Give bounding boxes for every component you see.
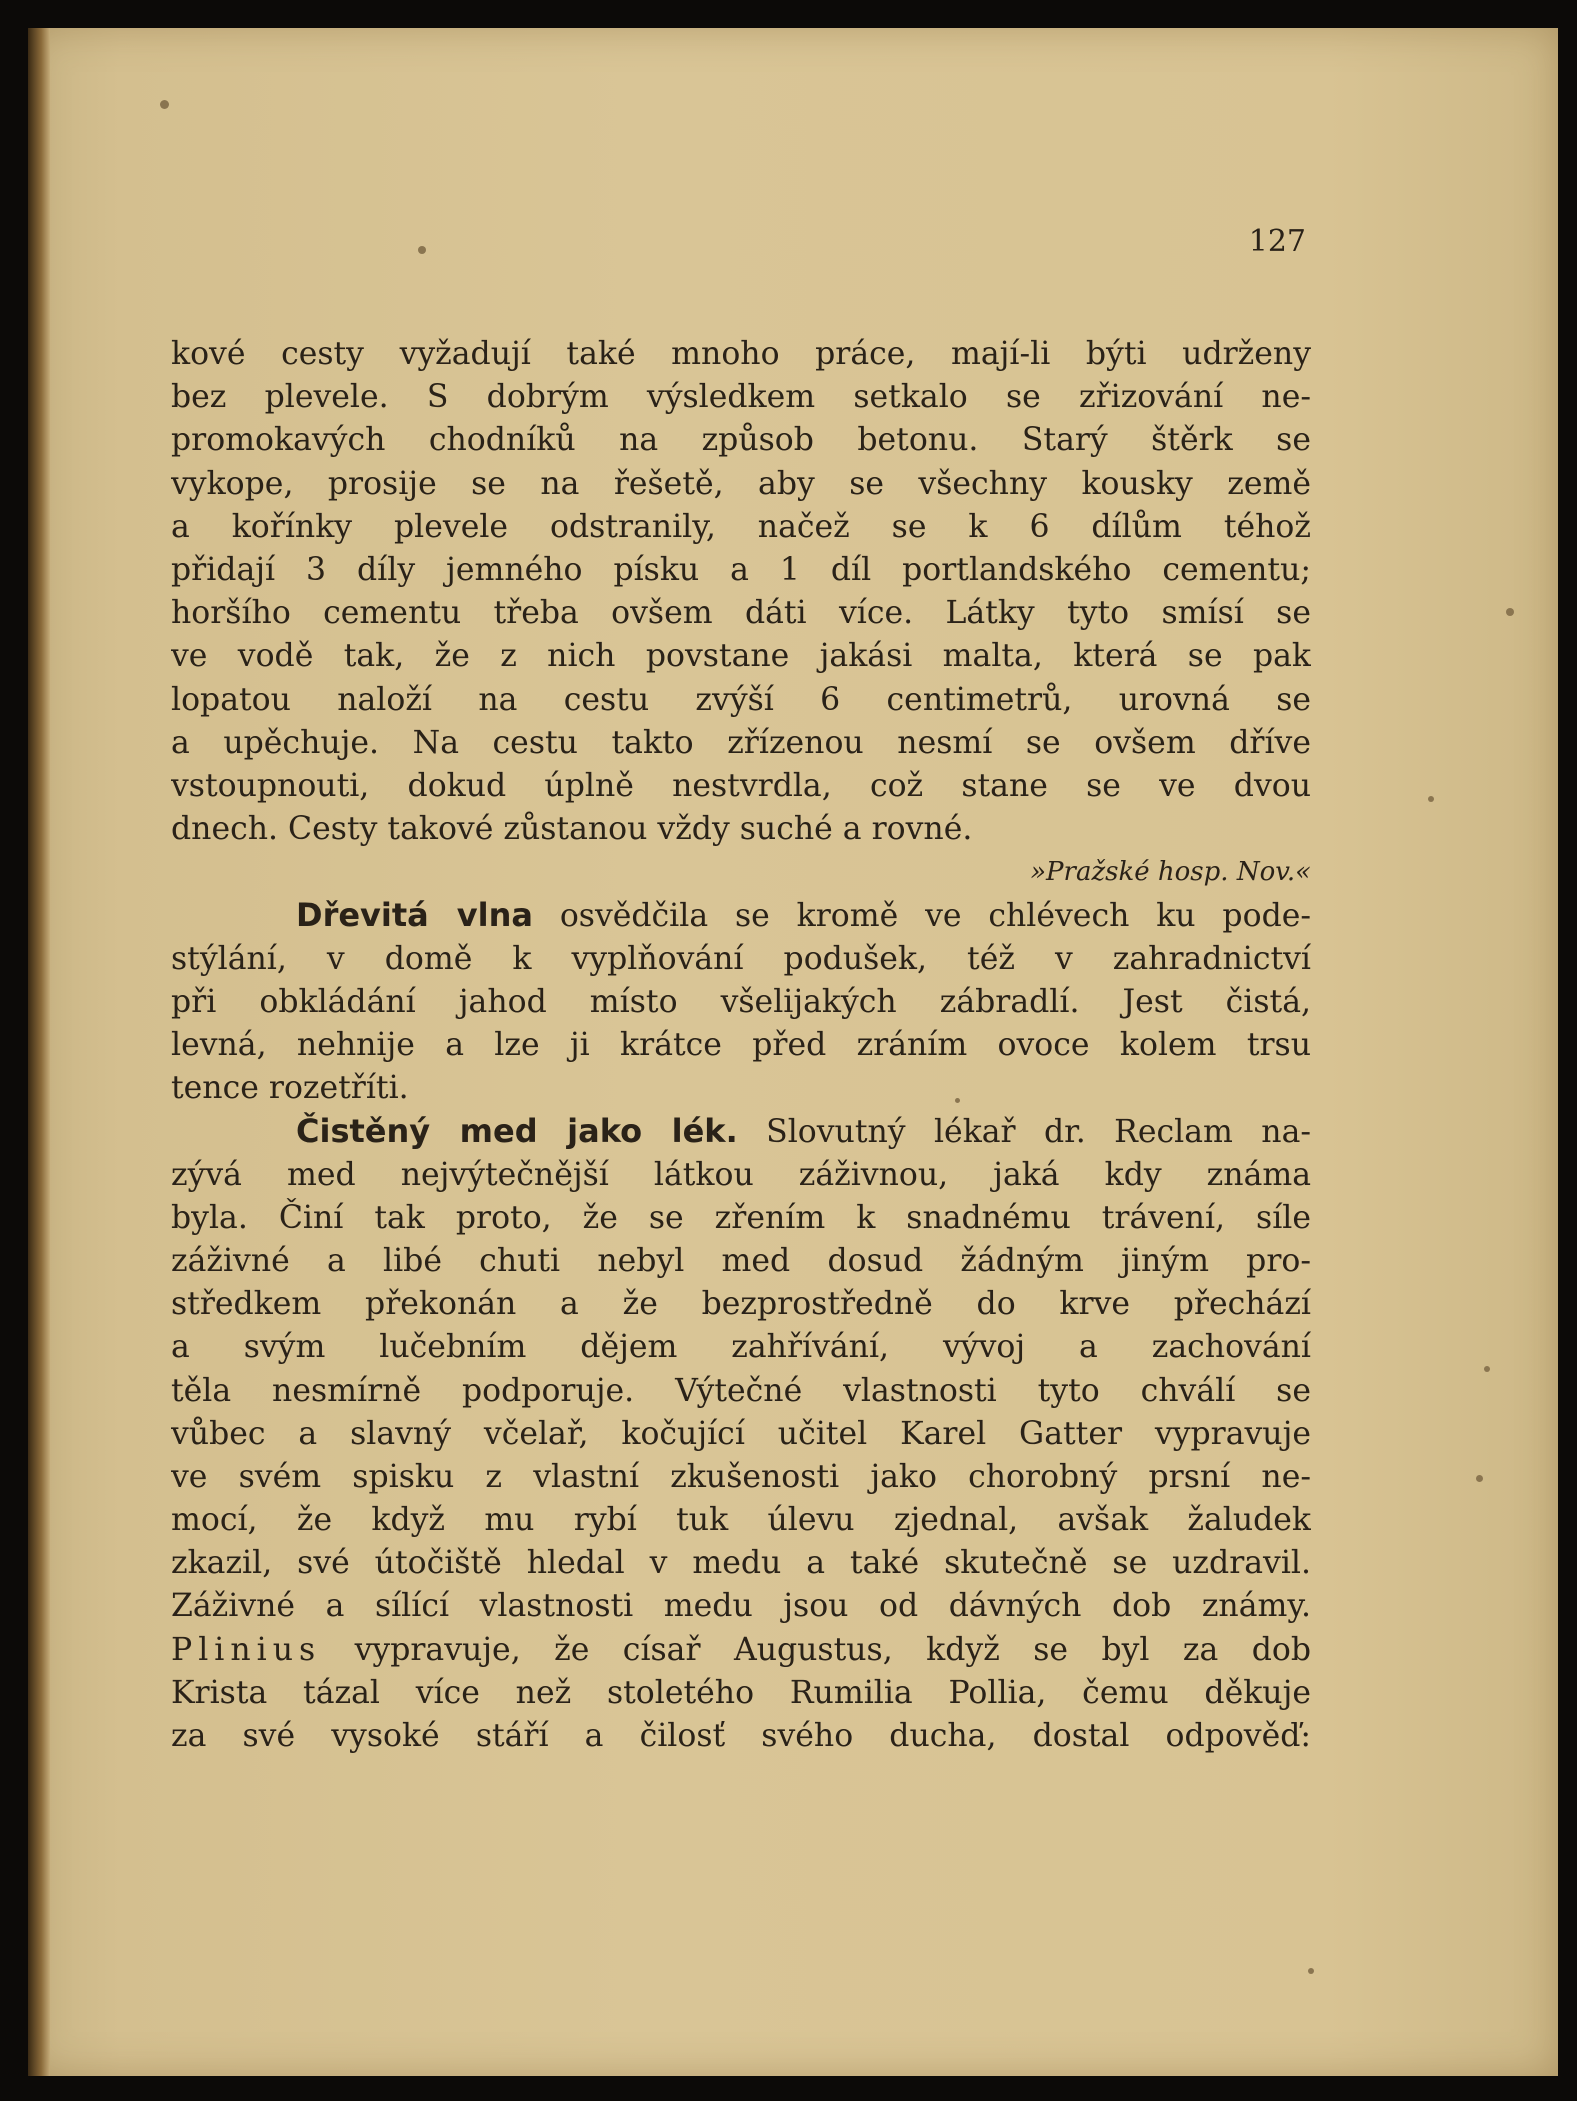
section-heading: Čistěný med jako lék. [296, 1112, 738, 1151]
paper-speck [1506, 608, 1514, 616]
source-citation: »Pražské hosp. Nov.« [1030, 857, 1311, 888]
paper-speck [160, 100, 169, 109]
text-line: zývá med nejvýtečnější látkou záživnou, jaká kdy známa [171, 1156, 1311, 1193]
paper-speck [418, 246, 426, 254]
book-page [28, 28, 1558, 2076]
text-line: lopatou naloží na cestu zvýší 6 centimetrů, urovná se [171, 681, 1311, 718]
text-line: vstoupnouti, dokud úplně nestvrdla, což stane se ve dvou [171, 767, 1311, 804]
emphasized-name: Plinius [171, 1631, 322, 1668]
paper-speck [1484, 1366, 1490, 1372]
text-line [171, 1629, 1311, 1672]
text-line: ve svém spisku z vlastní zkušenosti jako chorobný prsní ne- [171, 1458, 1311, 1495]
text-line: stýlání, v domě k vyplňování podušek, též v zahradnictví [171, 940, 1311, 977]
text-line: Záživné a sílící vlastnosti medu jsou od dávných dob známy. [171, 1588, 1311, 1625]
paper-speck [1308, 1968, 1314, 1974]
text-line: při obkládání jahod místo všelijakých zábradlí. Jest čistá, [171, 983, 1311, 1020]
text-line: za své vysoké stáří a čilosť svého ducha, dostal odpověď: [171, 1718, 1311, 1754]
text-line: Krista tázal více než stoletého Rumilia Pollia, čemu děkuje [171, 1674, 1311, 1711]
text-line: středkem překonán a že bezprostředně do krve přechází [171, 1286, 1311, 1323]
text-line: těla nesmírně podporuje. Výtečné vlastnosti tyto chválí se [171, 1372, 1311, 1409]
text-line: ve vodě tak, že z nich povstane jakási malta, která se pak [171, 638, 1311, 675]
text-fragment: Slovutný lékař dr. Reclam na- [766, 1114, 1311, 1151]
text-line: levná, nehnije a lze ji krátce před zráním ovoce kolem trsu [171, 1027, 1311, 1063]
text-fragment: vypravuje, že císař Augustus, když se byl za dob [354, 1631, 1311, 1668]
text-line: vykope, prosije se na řešetě, aby se všechny kousky země [171, 465, 1311, 502]
text-line: byla. Činí tak proto, že se zřením k snadnému trávení, síle [171, 1199, 1311, 1236]
page-number: 127 [1248, 224, 1306, 259]
text-fragment: osvědčila se kromě ve chlévech ku pode- [559, 898, 1311, 935]
text-line: přidají 3 díly jemného písku a 1 díl portlandského cementu; [171, 551, 1311, 588]
text-line: kové cesty vyžadují také mnoho práce, mají-li býti udrženy [171, 336, 1311, 372]
text-line: tence rozetříti. [171, 1070, 409, 1107]
text-line: bez plevele. S dobrým výsledkem setkalo se zřizování ne- [171, 379, 1311, 416]
body-text [171, 333, 1311, 1758]
section-heading: Dřevitá vlna [296, 896, 533, 935]
paper-speck [1428, 796, 1434, 802]
text-line: a upěchuje. Na cestu takto zřízenou nesmí se ovšem dříve [171, 724, 1311, 761]
text-line: promokavých chodníků na způsob betonu. Starý štěrk se [171, 422, 1311, 459]
page-spine-edge [28, 28, 50, 2076]
text-line: zkazil, své útočiště hledal v medu a také skutečně se uzdravil. [171, 1545, 1311, 1582]
text-line: a kořínky plevele odstranily, načež se k 6 dílům téhož [171, 508, 1311, 545]
text-line: vůbec a slavný včelař, kočující učitel Karel Gatter vypravuje [171, 1415, 1311, 1452]
text-line: záživné a libé chuti nebyl med dosud žádným jiným pro- [171, 1242, 1311, 1279]
paragraph-first-line [171, 1110, 1311, 1153]
text-line: dnech. Cesty takové zůstanou vždy suché a rovné. [171, 811, 973, 848]
paper-speck [1476, 1475, 1483, 1482]
paragraph-first-line [171, 894, 1311, 937]
text-line: mocí, že když mu rybí tuk úlevu zjednal, avšak žaludek [171, 1502, 1311, 1539]
text-line: a svým lučebním dějem zahřívání, vývoj a zachování [171, 1329, 1311, 1366]
text-line: horšího cementu třeba ovšem dáti více. Látky tyto smísí se [171, 595, 1311, 632]
